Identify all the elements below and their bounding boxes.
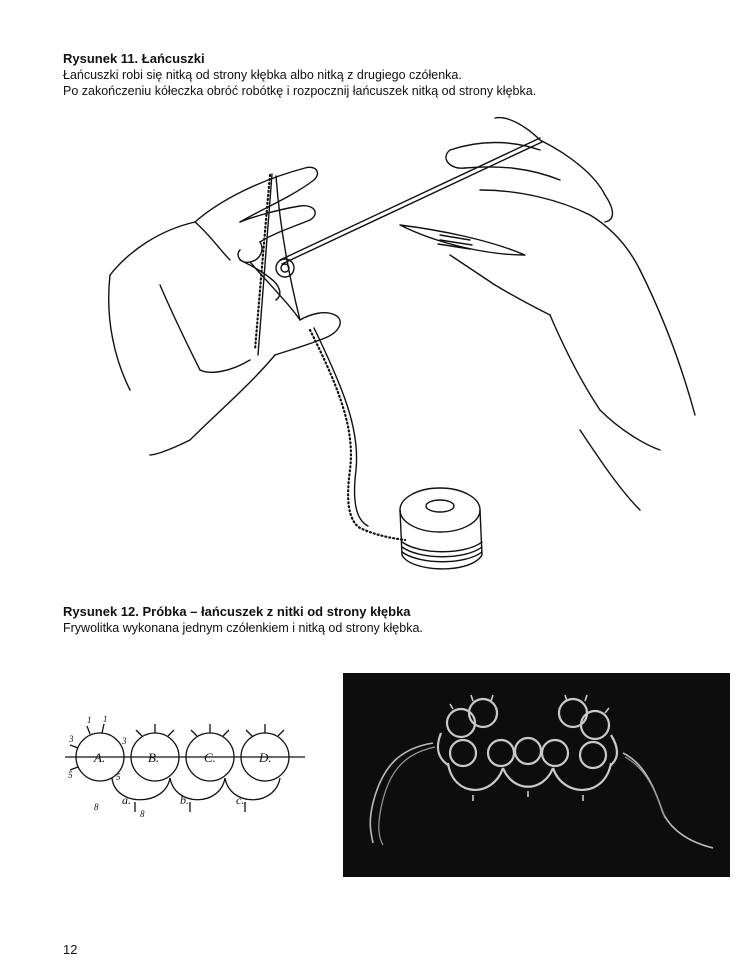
chain-a — [112, 778, 170, 800]
thread-to-ball — [310, 330, 405, 540]
chain-b — [170, 778, 225, 800]
figure-11-heading — [63, 51, 703, 67]
figure-12-line-1: Frywolitka wykonana jednym czółenkiem i nitką od strony kłębka. — [63, 621, 423, 635]
ring-label-b: B. — [148, 750, 160, 765]
chain-label-c: c. — [236, 793, 245, 807]
thread-loop — [255, 175, 270, 350]
page-number: 12 — [63, 942, 78, 957]
figure-11-caption — [63, 51, 703, 99]
count-label: 5 — [116, 772, 121, 782]
ring-label-c: C. — [204, 750, 216, 765]
count-label: 8 — [140, 809, 145, 819]
count-label: 1 — [103, 714, 108, 724]
count-label: 8 — [94, 802, 99, 812]
ring-label-d: D. — [259, 750, 272, 765]
right-hand-outline — [495, 118, 613, 222]
chain-label-b: b. — [180, 793, 189, 807]
figure-12-label: Rysunek 12. — [63, 604, 139, 619]
hands-tatting-illustration — [100, 110, 710, 585]
figure-11-line-2: Po zakończeniu kółeczka obróć robótkę i rozpocznij łańcuszek nitką od strony kłębka. — [63, 84, 537, 98]
chain-c — [225, 778, 280, 800]
tatted-sample-photo — [343, 673, 730, 877]
shuttle — [400, 225, 525, 255]
tatted-ring — [276, 259, 294, 277]
figure-11-label: Rysunek 11. — [63, 51, 139, 66]
count-label: 5 — [68, 770, 73, 780]
thread-ball — [400, 488, 482, 569]
figure-12-caption — [63, 604, 703, 636]
count-label: 3 — [69, 734, 74, 744]
count-label: 3 — [122, 736, 127, 746]
ring-label-a: A. — [94, 750, 106, 765]
figure-12-title: Próbka – łańcuszek z nitki od strony kłębka — [142, 604, 411, 619]
figure-11-title: Łańcuszki — [141, 51, 205, 66]
figure-11-line-1: Łańcuszki robi się nitką od strony kłębka albo nitką z drugiego czółenka. — [63, 68, 462, 82]
tatting-diagram — [60, 712, 315, 827]
figure-12-heading — [63, 604, 703, 620]
count-label: 1 — [87, 715, 92, 725]
chain-label-a: a. — [122, 793, 131, 807]
thread-to-shuttle — [280, 138, 540, 260]
